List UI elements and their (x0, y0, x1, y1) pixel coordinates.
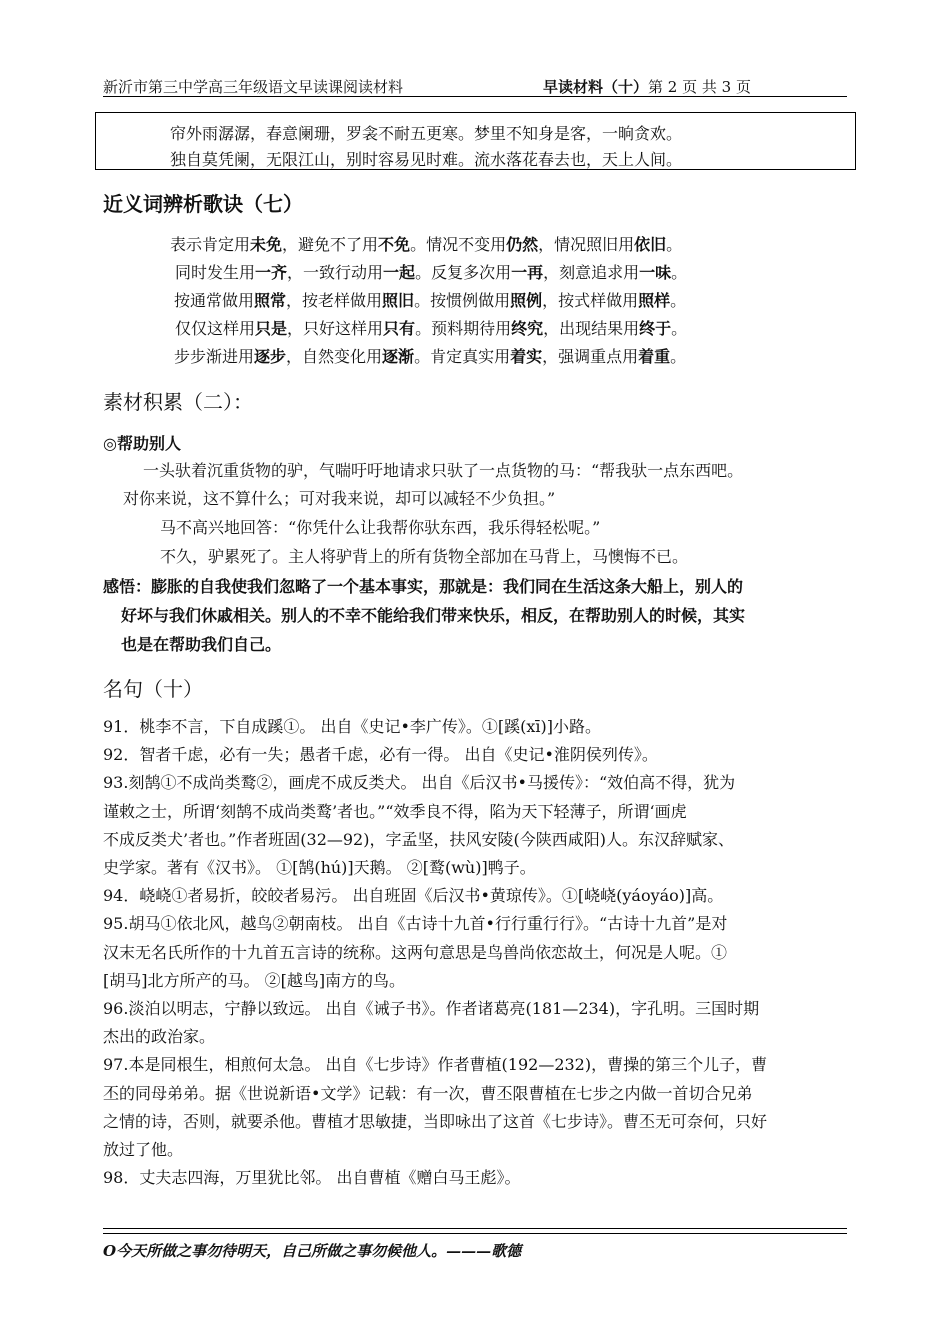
verse-text: ，出现结果用 (543, 319, 640, 338)
synonym-verse-line (174, 288, 686, 311)
quote-line: 97.本是同根生，相煎何太急。 出自《七步诗》作者曹植(192—232)，曹操的第三个儿子，曹 (103, 1055, 768, 1075)
quote-line: 杰出的政治家。 (103, 1027, 216, 1047)
synonym-keyword: 一齐 (255, 263, 288, 282)
header-page-number: 第 2 页 共 3 页 (648, 78, 751, 96)
verse-text: ，按老样做用 (286, 291, 383, 310)
verse-text: ，一致行动用 (287, 263, 384, 282)
verse-text: 同时发生用 (175, 263, 256, 282)
synonym-keyword: 逐渐 (382, 347, 415, 366)
synonym-keyword: 照常 (254, 291, 287, 310)
quote-line: 谨敕之士，所谓‘刻鹄不成尚类鹜’者也。”“效季良不得，陷为天下轻薄子，所谓‘画虎 (103, 801, 687, 821)
footer-rule (103, 1228, 847, 1229)
quote-line: 史学家。著有《汉书》。 ①[鹄(hú)]天鹅。 ②[鹜(wù)]鸭子。 (103, 858, 536, 877)
verse-text: 。 (670, 291, 687, 310)
verse-text: 。预料期待用 (415, 319, 512, 338)
header-school: 新沂市第三中学高三年级语文早读课阅读材料 (103, 78, 404, 96)
quote-line: 放过了他。 (103, 1140, 184, 1159)
verse-text: 步步渐进用 (174, 347, 255, 366)
story-line: 对你来说，这不算什么；可对我来说，却可以减轻不少负担。” (123, 489, 556, 508)
quote-line: 汉末无名氏所作的十九首五言诗的统称。这两句意思是鸟兽尚依恋故土，何况是人呢。① (103, 942, 728, 962)
header-page-info (543, 76, 751, 97)
footer-motto: O今天所做之事勿待明天，自己所做之事勿候他人。———歌德 (103, 1242, 522, 1260)
synonym-keyword: 一再 (511, 263, 544, 282)
synonym-verse-line (170, 232, 682, 255)
section-title-quotes: 名句（十） (103, 677, 203, 701)
quote-line: 95.胡马①依北风，越鸟②朝南枝。 出自《古诗十九首•行行重行行》。“古诗十九首”是对 (103, 914, 728, 934)
verse-text: ，刻意追求用 (543, 263, 640, 282)
synonym-keyword: 依旧 (634, 235, 667, 254)
verse-text: 。按惯例做用 (414, 291, 511, 310)
synonym-keyword: 逐步 (254, 347, 287, 366)
moral-line: 也是在帮助我们自己。 (121, 635, 282, 654)
moral-line: 感悟：膨胀的自我使我们忽略了一个基本事实，那就是：我们同在生活这条大船上，别人的 (103, 577, 744, 596)
synonym-keyword: 照旧 (382, 291, 415, 310)
synonym-keyword: 只有 (383, 319, 416, 338)
verse-text: 。 (671, 319, 688, 338)
quote-line: [胡马]北方所产的马。 ②[越鸟]南方的鸟。 (103, 970, 406, 990)
moral-line: 好坏与我们休戚相关。别人的不幸不能给我们带来快乐，相反，在帮助别人的时候，其实 (121, 606, 746, 625)
synonym-verse-line (175, 316, 687, 339)
verse-text: 仅仅这样用 (175, 319, 256, 338)
verse-text: ，按式样做用 (542, 291, 639, 310)
synonym-keyword: 终于 (639, 319, 672, 338)
verse-text: 。情况不变用 (410, 235, 507, 254)
section-title-synonyms: 近义词辨析歌诀（七） (103, 192, 303, 216)
story-line: 不久，驴累死了。主人将驴背上的所有货物全部加在马背上，马懊悔不已。 (160, 547, 689, 566)
story-title: ◎帮助别人 (103, 434, 181, 453)
poem-line: 帘外雨潺潺，春意阑珊，罗衾不耐五更寒。梦里不知身是客，一晌贪欢。 (170, 124, 683, 143)
synonym-keyword: 照样 (638, 291, 671, 310)
synonym-keyword: 着实 (510, 347, 543, 366)
verse-text: 表示肯定用 (170, 235, 251, 254)
story-line: 马不高兴地回答：“你凭什么让我帮你驮东西，我乐得轻松呢。” (160, 518, 601, 537)
synonym-keyword: 照例 (510, 291, 543, 310)
verse-text: 。 (666, 235, 683, 254)
synonym-keyword: 一起 (383, 263, 416, 282)
verse-text: 。 (670, 347, 687, 366)
synonym-verse-line (174, 344, 686, 367)
synonym-keyword: 未免 (250, 235, 283, 254)
verse-text: 。反复多次用 (415, 263, 512, 282)
quote-line: 94．峣峣①者易折，皎皎者易污。 出自班固《后汉书•黄琼传》。①[峣峣(yáoyáo)]高。 (103, 886, 724, 906)
verse-text: 。肯定真实用 (414, 347, 511, 366)
section-title-materials: 素材积累（二）： (103, 390, 253, 414)
verse-text: 。 (671, 263, 688, 282)
synonym-keyword: 终究 (511, 319, 544, 338)
verse-text: ，自然变化用 (286, 347, 383, 366)
synonym-verse-line (175, 260, 687, 283)
synonym-keyword: 不免 (378, 235, 411, 254)
quote-line: 98．丈夫志四海，万里犹比邻。 出自曹植《赠白马王彪》。 (103, 1168, 521, 1188)
quote-line: 之情的诗，否则，就要杀他。曹植才思敏捷，当即咏出了这首《七步诗》。曹丕无可奈何，只好 (103, 1111, 768, 1131)
footer-rule (103, 1233, 847, 1234)
synonym-keyword: 着重 (638, 347, 671, 366)
verse-text: 按通常做用 (174, 291, 255, 310)
page-header (103, 74, 847, 97)
verse-text: ，情况照旧用 (538, 235, 635, 254)
story-line: 一头驮着沉重货物的驴，气喘吁吁地请求只驮了一点货物的马：“帮我驮一点东西吧。 (143, 461, 744, 480)
quote-line: 91．桃李不言，下自成蹊①。 出自《史记•李广传》。①[蹊(xī)]小路。 (103, 717, 601, 736)
poem-box (95, 112, 856, 170)
quote-line: 不成反类犬’者也。”作者班固(32—92)，字孟坚，扶风安陵(今陕西咸阳)人。东汉辞赋家、 (103, 829, 734, 849)
header-material-title: 早读材料（十） (543, 78, 649, 96)
quote-line: 丕的同母弟弟。据《世说新语•文学》记载：有一次，曹丕限曹植在七步之内做一首切合兄弟 (103, 1083, 753, 1103)
poem-line: 独自莫凭阑，无限江山，别时容易见时难。流水落花春去也，天上人间。 (170, 150, 683, 169)
verse-text: ，强调重点用 (542, 347, 639, 366)
synonym-keyword: 仍然 (506, 235, 539, 254)
quote-line: 96.淡泊以明志，宁静以致远。 出自《诫子书》。作者诸葛亮(181—234)，字孔明。三国时期 (103, 999, 760, 1018)
verse-text: ，只好这样用 (287, 319, 384, 338)
verse-text: ，避免不了用 (282, 235, 379, 254)
quote-line: 93.刻鹄①不成尚类鹜②，画虎不成反类犬。 出自《后汉书•马援传》：“效伯高不得，犹为 (103, 773, 736, 793)
synonym-keyword: 只是 (255, 319, 288, 338)
quote-line: 92．智者千虑，必有一失；愚者千虑，必有一得。 出自《史记•淮阴侯列传》。 (103, 745, 658, 765)
synonym-keyword: 一味 (639, 263, 672, 282)
